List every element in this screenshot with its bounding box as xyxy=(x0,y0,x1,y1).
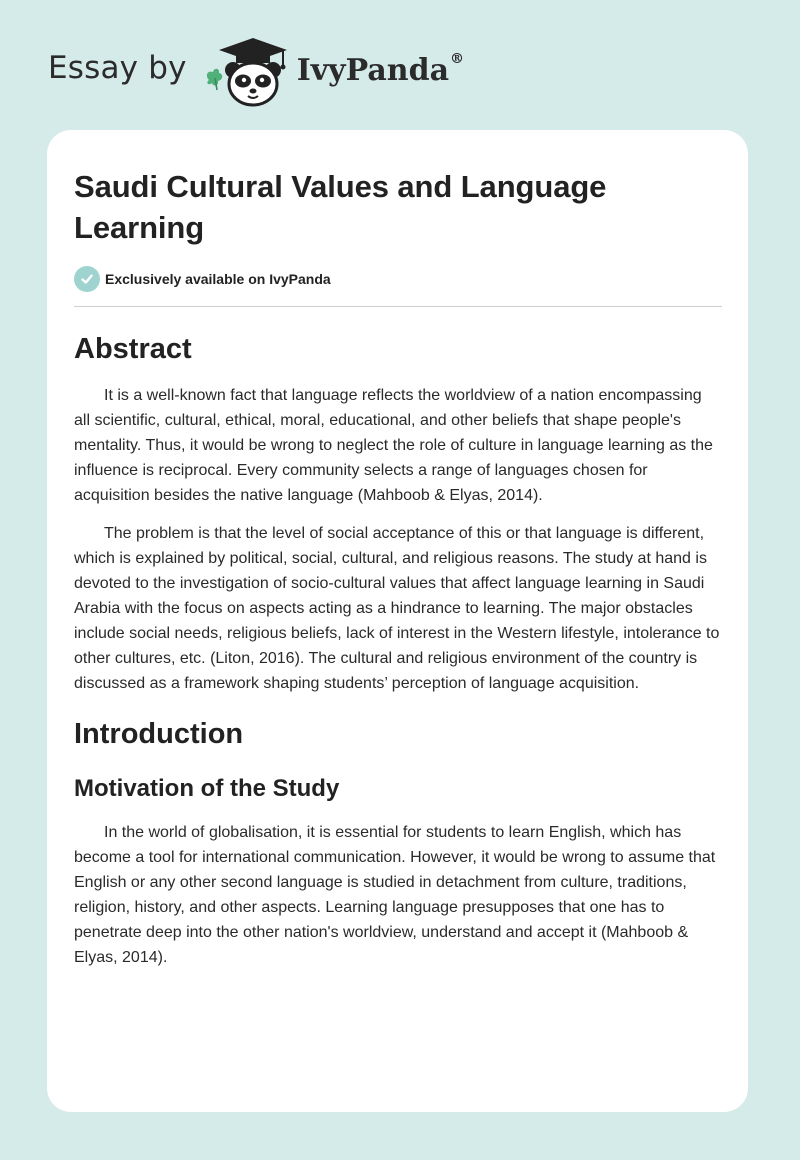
site-header xyxy=(48,36,464,108)
abstract-heading: Abstract xyxy=(74,333,192,365)
essay-by-label: Essay by xyxy=(48,50,187,86)
essay-card xyxy=(47,130,748,1112)
introduction-heading: Introduction xyxy=(74,718,244,750)
brand-name[interactable] xyxy=(296,50,465,88)
ivypanda-logo-icon[interactable] xyxy=(203,36,295,108)
registered-mark: ® xyxy=(450,50,465,67)
brand-label: IvyPanda xyxy=(296,52,450,88)
check-icon xyxy=(74,266,100,292)
motivation-paragraph-1: In the world of globalisation, it is essential for students to learn English, which has become a tool for international communication. However, it would be wrong to assume that English or any other second language is studied in detachment from culture, traditions, religion, history, and other aspects. Learning language presupposes that one has to penetrate deep into the other nation's worldview, understand and accept it (Mahboob & Elyas, 2014). xyxy=(74,824,716,966)
divider xyxy=(74,306,722,307)
exclusive-label: Exclusively available on IvyPanda xyxy=(105,271,331,287)
motivation-heading: Motivation of the Study xyxy=(74,775,340,802)
abstract-paragraph-2: The problem is that the level of social acceptance of this or that language is different, which is explained by political, social, cultural, and religious reasons. The study at hand is devoted to the investigation of socio-cultural values that affect language learning in Saudi Arabia with the focus on aspects acting as a hindrance to learning. The major obstacles include social needs, religious beliefs, lack of interest in the Western lifestyle, intolerance to other cultures, etc. (Liton, 2016). The cultural and religious environment of the country is discussed as a framework shaping students’ perception of language acquisition. xyxy=(74,525,720,692)
page-title: Saudi Cultural Values and Language Learning xyxy=(74,169,607,245)
exclusive-badge xyxy=(74,264,722,294)
abstract-paragraph-1: It is a well-known fact that language reflects the worldview of a nation encompassing all scientific, cultural, ethical, moral, educational, and other beliefs that shape people's mentality. Thus, it would be wrong to neglect the role of culture in language learning as the influence is reciprocal. Every community selects a range of languages chosen for acquisition besides the native language (Mahboob & Elyas, 2014). xyxy=(74,387,713,504)
